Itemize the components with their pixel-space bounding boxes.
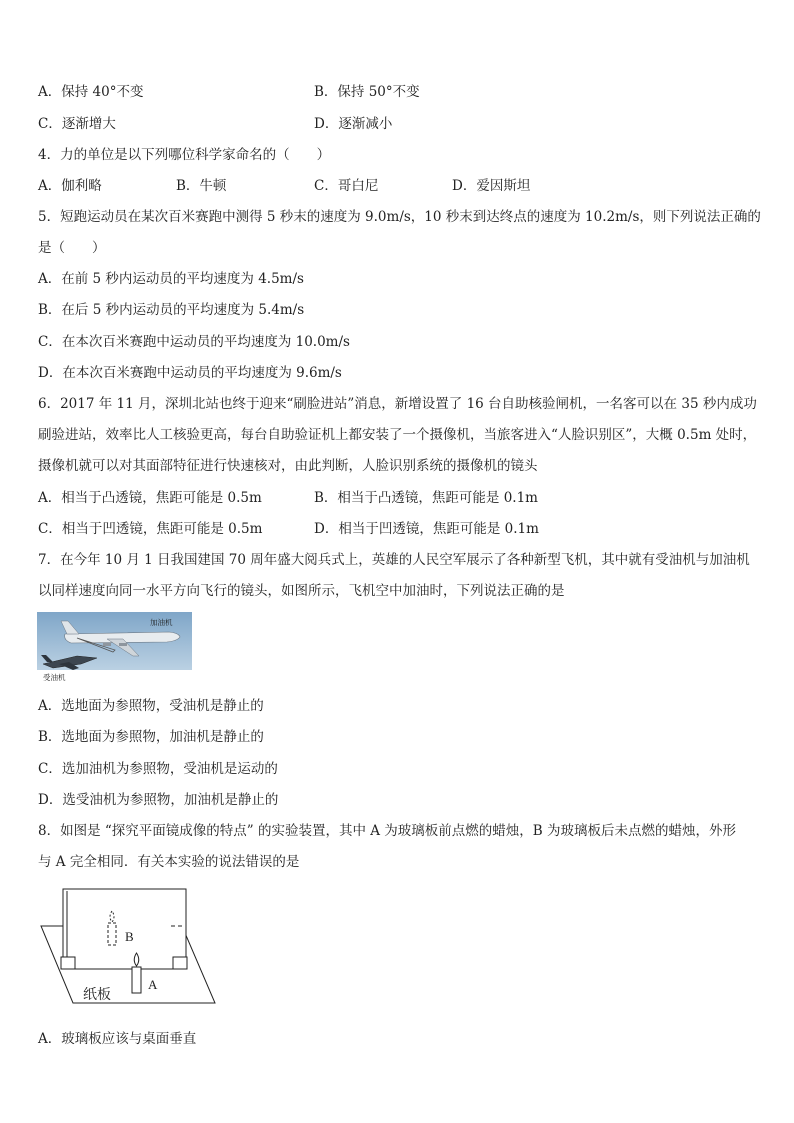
q7-option-a: A．选地面为参照物，受油机是静止的	[38, 698, 264, 714]
q5-option-a: A．在前 5 秒内运动员的平均速度为 4.5m/s	[38, 271, 304, 287]
q6-option-c: C．相当于凹透镜，焦距可能是 0.5m	[38, 521, 263, 537]
q4-option-b: B．牛顿	[176, 178, 227, 194]
tanker-label: 加油机	[150, 618, 173, 627]
q3-option-d: D．逐渐减小	[314, 116, 393, 132]
label-board: 纸板	[83, 987, 111, 1003]
q7-stem-line1: 7．在今年 10 月 1 日我国建国 70 周年盛大阅兵式上，英雄的人民空军展示了各种新型飞机，其中就有受油机与加油机	[38, 552, 750, 568]
q7-option-d: D．选受油机为参照物，加油机是静止的	[38, 792, 279, 808]
q3-option-a: A．保持 40°不变	[38, 84, 144, 100]
q4-option-d: D．爱因斯坦	[452, 178, 531, 194]
q6-stem-line3: 摄像机就可以对其面部特征进行快速核对，由此判断，人脸识别系统的摄像机的镜头	[38, 458, 538, 474]
receiver-label: 受油机	[43, 673, 66, 682]
q3-option-b: B．保持 50°不变	[314, 84, 420, 100]
q4-stem: 4．力的单位是以下列哪位科学家命名的（ ）	[38, 147, 331, 163]
q5-option-d: D．在本次百米赛跑中运动员的平均速度为 9.6m/s	[38, 365, 342, 381]
right-stand	[173, 957, 187, 969]
q8-stem-line2: 与 A 完全相同．有关本实验的说法错误的是	[38, 854, 300, 870]
q3-option-c: C．逐渐增大	[38, 116, 116, 132]
q8-stem-line1: 8．如图是 “探究平面镜成像的特点” 的实验装置，其中 A 为玻璃板前点燃的蜡烛，B 为玻璃板后未点燃的蜡烛，外形	[38, 823, 737, 839]
q6-option-d: D．相当于凹透镜，焦距可能是 0.1m	[314, 521, 539, 537]
plane-mirror-apparatus-figure	[37, 885, 217, 1015]
q6-stem-line2: 刷验进站，效率比人工核验更高，每台自助验证机上都安装了一个摄像机，当旅客进入“人脸识别区”，大概 0.5m 处时，	[38, 427, 757, 443]
refueling-aircraft-figure	[37, 612, 192, 684]
label-a: A	[148, 977, 158, 992]
q6-option-a: A．相当于凸透镜，焦距可能是 0.5m	[38, 490, 262, 506]
q8-option-a: A．玻璃板应该与桌面垂直	[38, 1031, 197, 1047]
q5-stem-line2: 是（ ）	[38, 240, 106, 256]
q7-option-b: B．选地面为参照物，加油机是静止的	[38, 729, 264, 745]
left-stand	[61, 957, 75, 969]
q5-stem-line1: 5．短跑运动员在某次百米赛跑中测得 5 秒末的速度为 9.0m/s，10 秒末到达终点的速度为 10.2m/s，则下列说法正确的	[38, 209, 761, 225]
q7-stem-line2: 以同样速度向同一水平方向飞行的镜头，如图所示，飞机空中加油时，下列说法正确的是	[38, 583, 565, 599]
q5-option-b: B．在后 5 秒内运动员的平均速度为 5.4m/s	[38, 302, 305, 318]
label-b: B	[125, 929, 134, 944]
q6-option-b: B．相当于凸透镜，焦距可能是 0.1m	[314, 490, 538, 506]
q6-stem-line1: 6．2017 年 11 月，深圳北站也终于迎来“刷脸进站”消息，新增设置了 16 台自助核验闸机，一名客可以在 35 秒内成功	[38, 396, 757, 412]
mirror-experiment-diagram	[37, 885, 217, 1015]
q7-option-c: C．选加油机为参照物，受油机是运动的	[38, 761, 278, 777]
q5-option-c: C．在本次百米赛跑中运动员的平均速度为 10.0m/s	[38, 334, 350, 350]
aircraft-illustration	[37, 612, 192, 684]
q4-option-c: C．哥白尼	[314, 178, 379, 194]
q4-option-a: A．伽利略	[38, 178, 102, 194]
